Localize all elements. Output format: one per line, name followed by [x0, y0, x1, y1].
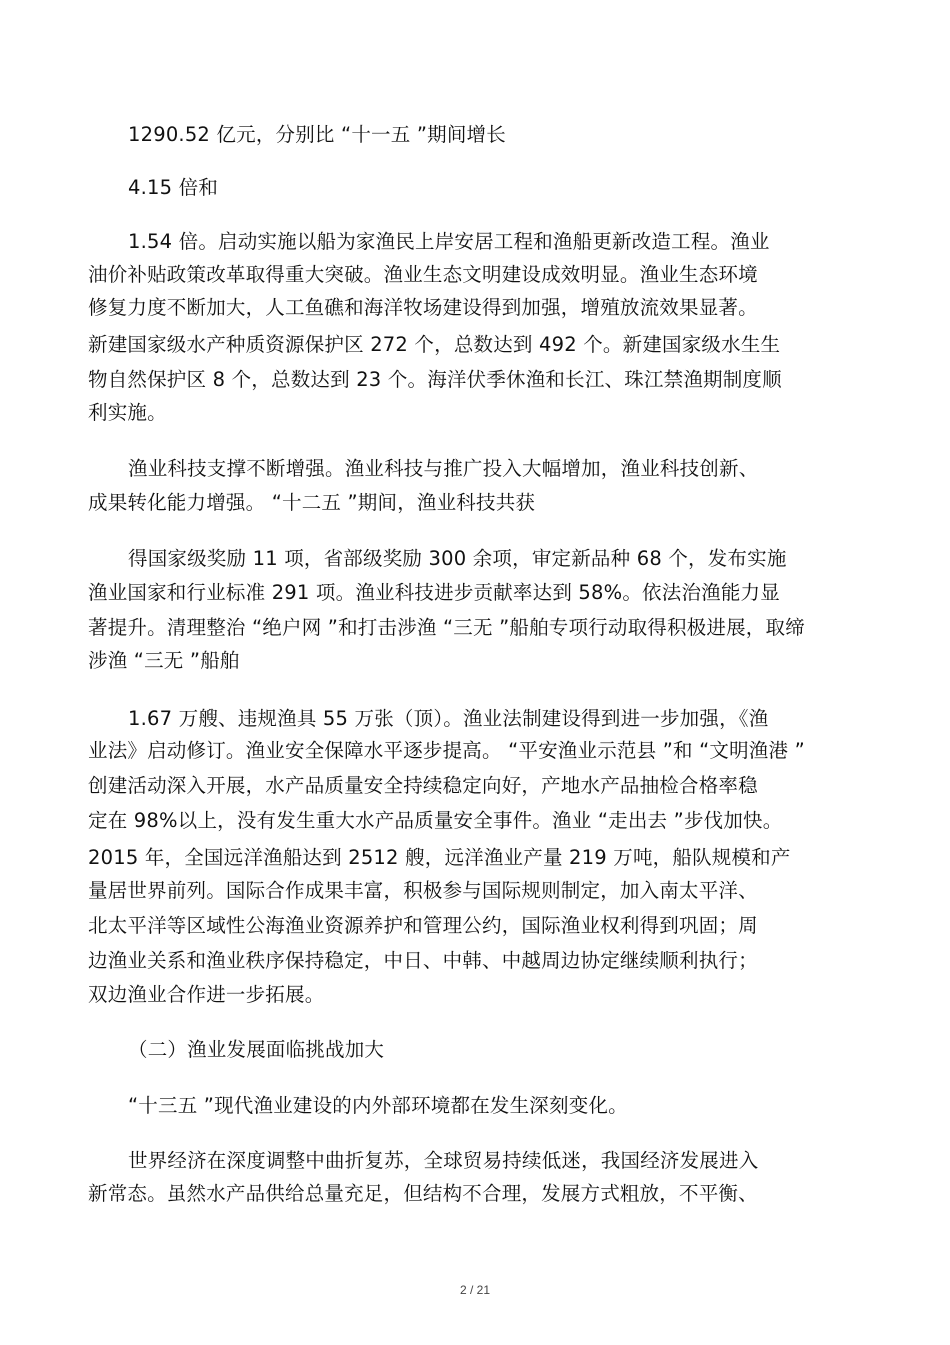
text-line: 1.54 倍。启动实施以船为家渔民上岸安居工程和渔船更新改造工程。渔业	[128, 230, 770, 253]
text-line: 物自然保护区 8 个，总数达到 23 个。海洋伏季休渔和长江、珠江禁渔期制度顺	[88, 368, 782, 391]
text-line: 1.67 万艘、违规渔具 55 万张（顶）。渔业法制建设得到进一步加强，《渔	[128, 707, 769, 730]
text-line: 渔业国家和行业标准 291 项。渔业科技进步贡献率达到 58%。依法治渔能力显	[88, 581, 780, 604]
section-heading: （二）渔业发展面临挑战加大	[128, 1038, 385, 1061]
text-line: 双边渔业合作进一步拓展。	[88, 983, 325, 1006]
text-line: 修复力度不断加大，人工鱼礁和海洋牧场建设得到加强，增殖放流效果显著。	[88, 296, 758, 319]
page-number: 2 / 21	[459, 1283, 491, 1297]
text-line: “十三五 ”现代渔业建设的内外部环境都在发生深刻变化。	[128, 1094, 628, 1117]
text-line: 定在 98%以上，没有发生重大水产品质量安全事件。渔业 “走出去 ”步伐加快。	[88, 809, 783, 832]
text-line: 创建活动深入开展，水产品质量安全持续稳定向好，产地水产品抽检合格率稳	[88, 774, 758, 797]
text-line: 1290.52 亿元，分别比 “十一五 ”期间增长	[128, 123, 506, 146]
text-line: 边渔业关系和渔业秩序保持稳定，中日、中韩、中越周边协定继续顺利执行；	[88, 949, 758, 972]
text-line: 渔业科技支撑不断增强。渔业科技与推广投入大幅增加，渔业科技创新、	[128, 457, 759, 480]
text-line: 北太平洋等区域性公海渔业资源养护和管理公约，国际渔业权利得到巩固；周	[88, 914, 758, 937]
text-line: 新常态。虽然水产品供给总量充足，但结构不合理，发展方式粗放，不平衡、	[88, 1182, 758, 1205]
text-line: 得国家级奖励 11 项，省部级奖励 300 余项，审定新品种 68 个，发布实施	[128, 547, 787, 570]
text-line: 利实施。	[88, 401, 167, 424]
text-line: 油价补贴政策改革取得重大突破。渔业生态文明建设成效明显。渔业生态环境	[88, 263, 758, 286]
text-line: 2015 年，全国远洋渔船达到 2512 艘，远洋渔业产量 219 万吨，船队规模和产	[88, 846, 791, 869]
text-line: 业法》启动修订。渔业安全保障水平逐步提高。 “平安渔业示范县 ”和 “文明渔港 ”	[88, 739, 805, 762]
text-line: 世界经济在深度调整中曲折复苏，全球贸易持续低迷，我国经济发展进入	[128, 1149, 759, 1172]
text-line: 4.15 倍和	[128, 176, 219, 199]
text-line: 涉渔 “三无 ”船舶	[88, 649, 240, 672]
text-line: 成果转化能力增强。 “十二五 ”期间，渔业科技共获	[88, 491, 536, 514]
text-line: 新建国家级水产种质资源保护区 272 个，总数达到 492 个。新建国家级水生生	[88, 333, 781, 356]
text-line: 量居世界前列。国际合作成果丰富，积极参与国际规则制定，加入南太平洋、	[88, 879, 758, 902]
text-line: 著提升。清理整治 “绝户网 ”和打击涉渔 “三无 ”船舶专项行动取得积极进展，取缔	[88, 616, 805, 639]
